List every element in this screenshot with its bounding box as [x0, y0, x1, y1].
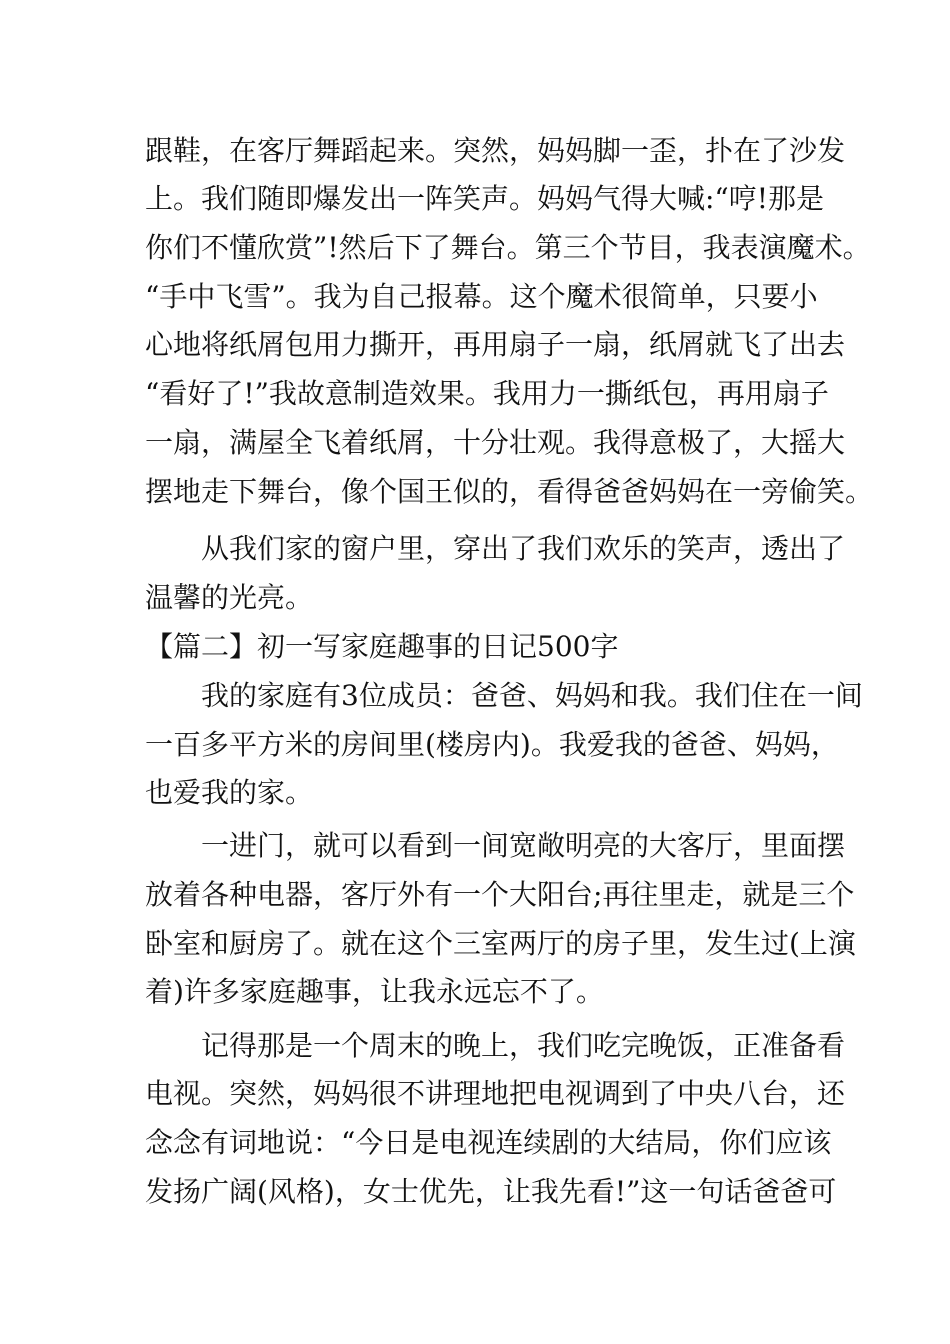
text-line: 也爱我的家。 — [145, 776, 314, 809]
text-line: 摆地走下舞台，像个国王似的，看得爸爸妈妈在一旁偷笑。 — [145, 475, 874, 508]
text-line: “手中飞雪”。我为自己报幕。这个魔术很简单，只要小 — [145, 280, 818, 313]
text-line: 发扬广阔(风格)，女士优先，让我先看!”这一句话爸爸可 — [145, 1175, 837, 1208]
text-line: 念念有词地说：“今日是电视连续剧的大结局，你们应该 — [145, 1126, 832, 1159]
text-line: 心地将纸屑包用力撕开，再用扇子一扇，纸屑就飞了出去 — [145, 328, 846, 361]
text-line: “看好了!”我故意制造效果。我用力一撕纸包，再用扇子 — [145, 377, 829, 410]
text-line: 跟鞋，在客厅舞蹈起来。突然，妈妈脚一歪，扑在了沙发 — [145, 134, 846, 167]
text-line: 着)许多家庭趣事，让我永远忘不了。 — [145, 975, 604, 1008]
text-line: 一百多平方米的房间里(楼房内)。我爱我的爸爸、妈妈， — [145, 728, 839, 761]
paragraph-first-line: 记得那是一个周末的晚上，我们吃完晚饭，正准备看 — [201, 1029, 846, 1062]
text-line: 你们不懂欣赏”!然后下了舞台。第三个节目，我表演魔术。 — [145, 231, 871, 264]
text-line: 电视。突然，妈妈很不讲理地把电视调到了中央八台，还 — [145, 1077, 846, 1110]
section-heading: 【篇二】初一写家庭趣事的日记500字 — [145, 630, 619, 663]
text-line: 温馨的光亮。 — [145, 581, 314, 614]
text-line: 放着各种电器，客厅外有一个大阳台;再往里走，就是三个 — [145, 878, 855, 911]
paragraph-first-line: 我的家庭有3位成员：爸爸、妈妈和我。我们住在一间 — [201, 679, 863, 712]
paragraph-first-line: 一进门，就可以看到一间宽敞明亮的大客厅，里面摆 — [201, 829, 846, 862]
text-line: 上。我们随即爆发出一阵笑声。妈妈气得大喊:“哼!那是 — [145, 182, 825, 215]
paragraph-first-line: 从我们家的窗户里，穿出了我们欢乐的笑声，透出了 — [201, 532, 846, 565]
text-line: 卧室和厨房了。就在这个三室两厅的房子里，发生过(上演 — [145, 927, 856, 960]
text-line: 一扇，满屋全飞着纸屑，十分壮观。我得意极了，大摇大 — [145, 426, 846, 459]
